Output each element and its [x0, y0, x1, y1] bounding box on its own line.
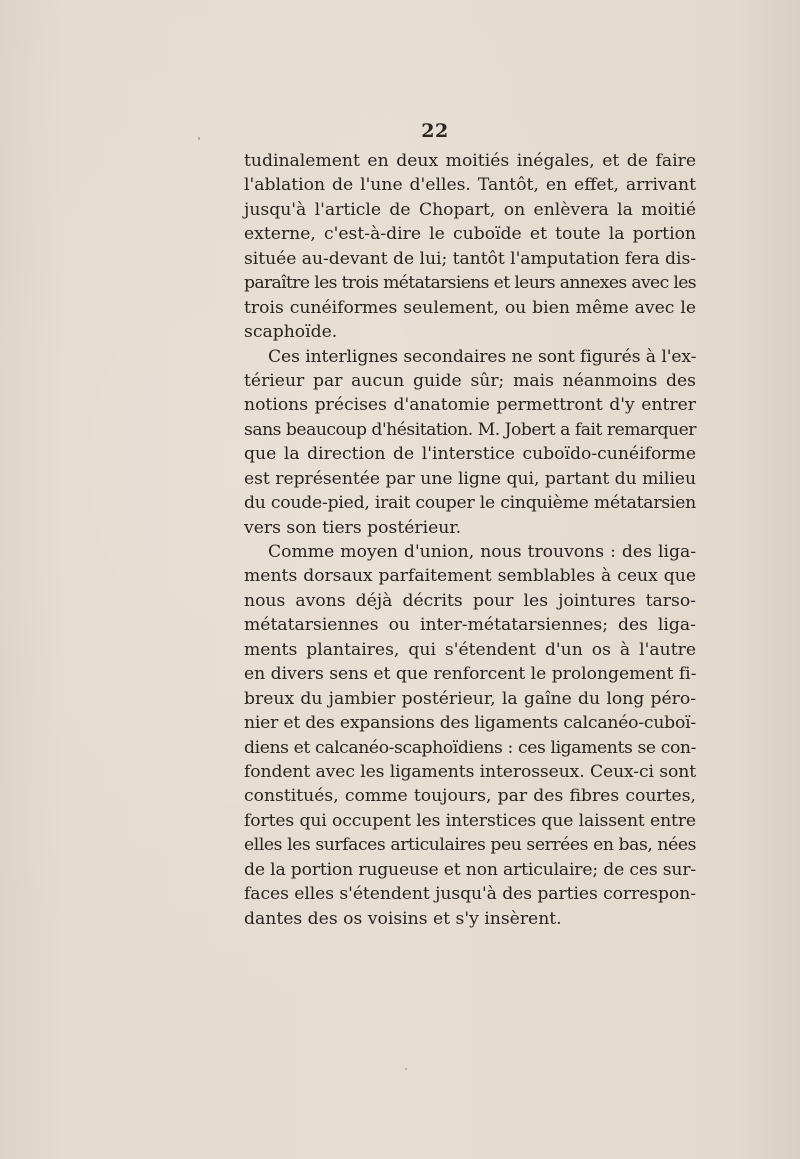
text-line: paraître les trois métatarsiens et leurs annexes avec les	[244, 273, 696, 294]
text-line: breux du jambier postérieur, la gaîne du long péro-	[244, 688, 696, 709]
text-line: sans beaucoup d'hésitation. M. Jobert a fait remarquer	[244, 419, 696, 440]
text-line: que la direction de l'interstice cuboïdo-cunéiforme	[244, 444, 696, 465]
paragraph	[244, 540, 696, 931]
text-line: métatarsiennes ou inter-métatarsiennes; des liga-	[244, 615, 696, 636]
paper-speck	[198, 137, 200, 140]
text-line: jusqu'à l'article de Chopart, on enlèvera la moitié	[244, 199, 696, 220]
text-line: du coude-pied, irait couper le cinquième métatarsien	[244, 493, 696, 514]
text-line: nous avons déjà décrits pour les jointures tarso-	[244, 590, 696, 611]
text-line: faces elles s'étendent jusqu'à des parties correspon-	[244, 884, 696, 905]
text-line: l'ablation de l'une d'elles. Tantôt, en effet, arrivant	[244, 175, 696, 196]
paragraph	[244, 149, 696, 345]
text-line: Ces interlignes secondaires ne sont figurés à l'ex-	[268, 346, 697, 367]
text-line: de la portion rugueuse et non articulaire; de ces sur-	[244, 859, 696, 880]
text-line: diens et calcanéo-scaphoïdiens : ces ligaments se con-	[244, 737, 696, 758]
text-line: trois cunéiformes seulement, ou bien même avec le	[244, 297, 696, 318]
text-line: située au-devant de lui; tantôt l'amputation fera dis-	[244, 248, 696, 269]
text-line: en divers sens et que renforcent le prolongement fi-	[244, 664, 697, 685]
text-line: fortes qui occupent les interstices que laissent entre	[244, 810, 696, 831]
text-line: notions précises d'anatomie permettront d'y entrer	[244, 395, 696, 416]
text-line: elles les surfaces articulaires peu serrées en bas, nées	[244, 835, 696, 856]
paper-speck	[405, 1068, 407, 1070]
text-line: Comme moyen d'union, nous trouvons : des liga-	[268, 542, 696, 562]
text-line: dantes des os voisins et s'y insèrent.	[244, 908, 562, 929]
text-line: térieur par aucun guide sûr; mais néanmoins des	[244, 370, 696, 391]
page-number: 22	[421, 120, 449, 142]
text-line: fondent avec les ligaments interosseux. Ceux-ci sont	[244, 761, 696, 782]
paragraph	[244, 345, 696, 541]
text-line: ments dorsaux parfaitement semblables à ceux que	[244, 566, 696, 587]
body-text	[244, 149, 696, 931]
text-line: constitués, comme toujours, par des fibres courtes,	[244, 786, 696, 807]
text-line: nier et des expansions des ligaments calcanéo-cuboï-	[244, 713, 696, 734]
text-line: tudinalement en deux moitiés inégales, et de faire	[244, 151, 696, 171]
text-line: ments plantaires, qui s'étendent d'un os à l'autre	[244, 639, 696, 660]
text-line: est représentée par une ligne qui, partant du milieu	[244, 468, 696, 489]
text-line: scaphoïde.	[244, 322, 338, 343]
text-line: externe, c'est-à-dire le cuboïde et toute la portion	[244, 224, 696, 245]
text-line: vers son tiers postérieur.	[244, 517, 462, 538]
